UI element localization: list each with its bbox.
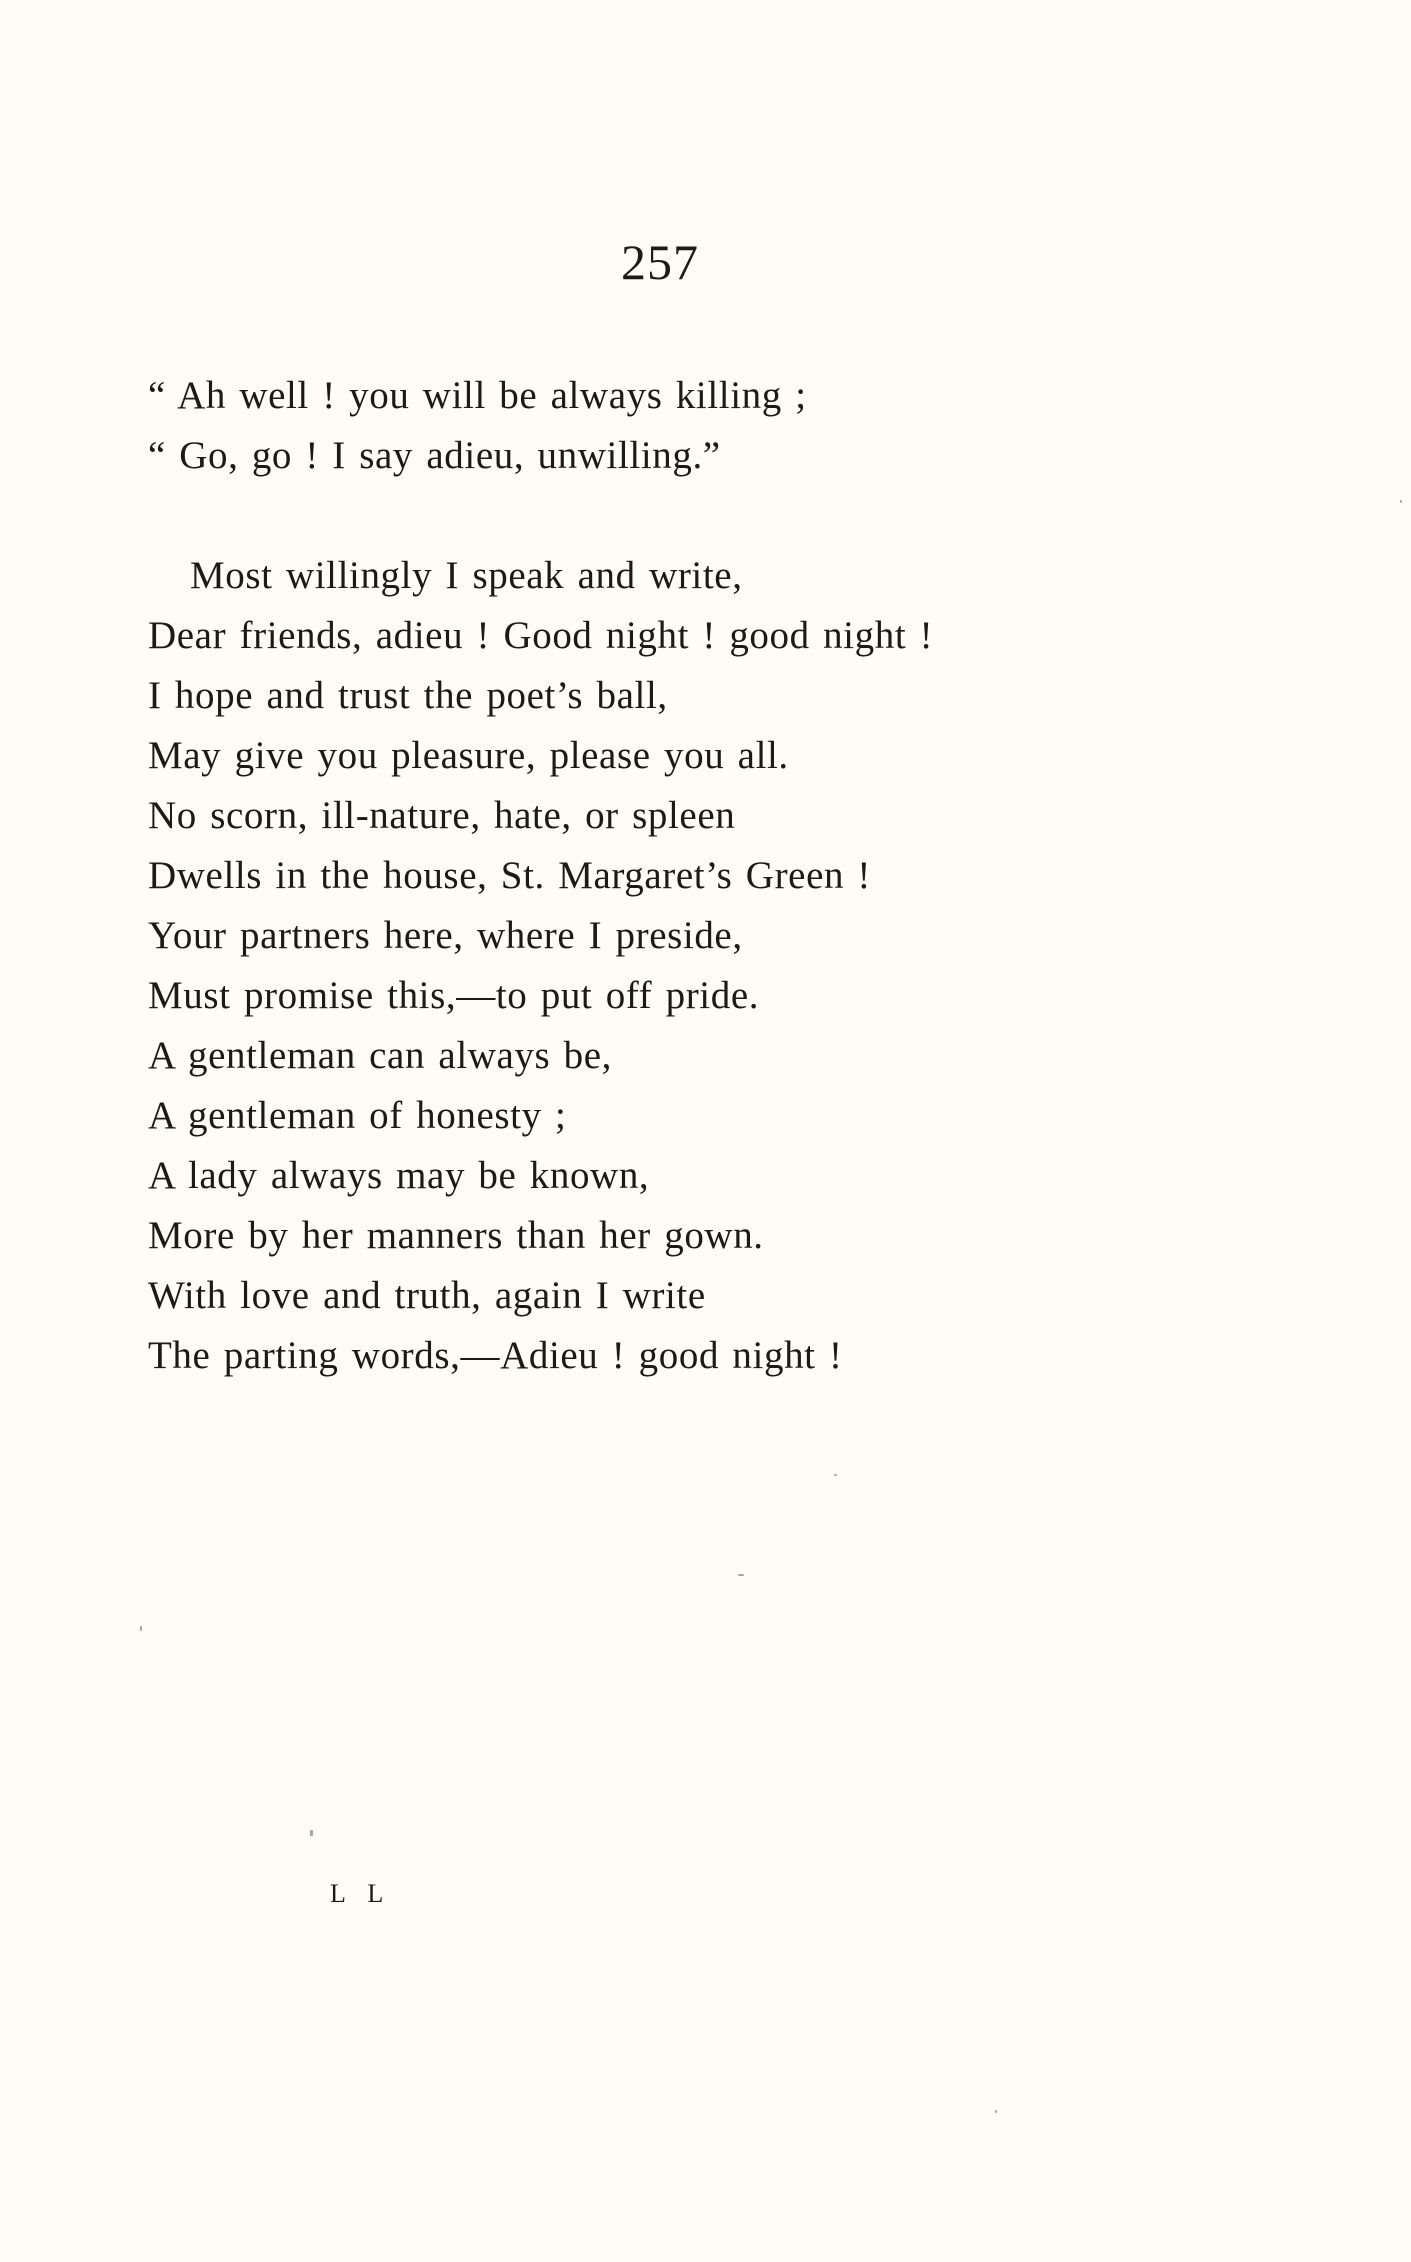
poem-line: The parting words,—Adieu ! good night ! <box>148 1334 843 1377</box>
poem-line: Dwells in the house, St. Margaret’s Green ! <box>148 854 872 897</box>
poem-line: No scorn, ill-nature, hate, or spleen <box>148 794 736 837</box>
poem-line: Your partners here, where I preside, <box>148 914 743 957</box>
poem-line: A gentleman can always be, <box>148 1034 613 1077</box>
paper-speck <box>834 1474 837 1476</box>
poem-line: “ Go, go ! I say adieu, unwilling.” <box>148 434 721 477</box>
paper-speck <box>995 2110 997 2113</box>
paper-speck <box>1400 500 1402 503</box>
stanza-1 <box>148 366 807 486</box>
poem-line: More by her manners than her gown. <box>148 1214 764 1257</box>
stanza-2 <box>148 546 933 1386</box>
poem-line: Dear friends, adieu ! Good night ! good night ! <box>148 614 934 657</box>
poem-line: A gentleman of honesty ; <box>148 1094 567 1137</box>
signature-mark: L L <box>330 1879 392 1908</box>
paper-speck <box>738 1574 744 1576</box>
poem-line: “ Ah well ! you will be always killing ; <box>148 374 807 417</box>
paper-speck <box>140 1626 142 1631</box>
poem-line: Must promise this,—to put off pride. <box>148 974 760 1017</box>
poem-line: A lady always may be known, <box>148 1154 650 1197</box>
poem-line: May give you pleasure, please you all. <box>148 734 789 777</box>
poem-line: I hope and trust the poet’s ball, <box>148 674 668 717</box>
poem-line: Most willingly I speak and write, <box>190 554 743 597</box>
page-number: 257 <box>621 234 699 290</box>
paper-speck <box>310 1830 313 1836</box>
poem-line: With love and truth, again I write <box>148 1274 706 1317</box>
